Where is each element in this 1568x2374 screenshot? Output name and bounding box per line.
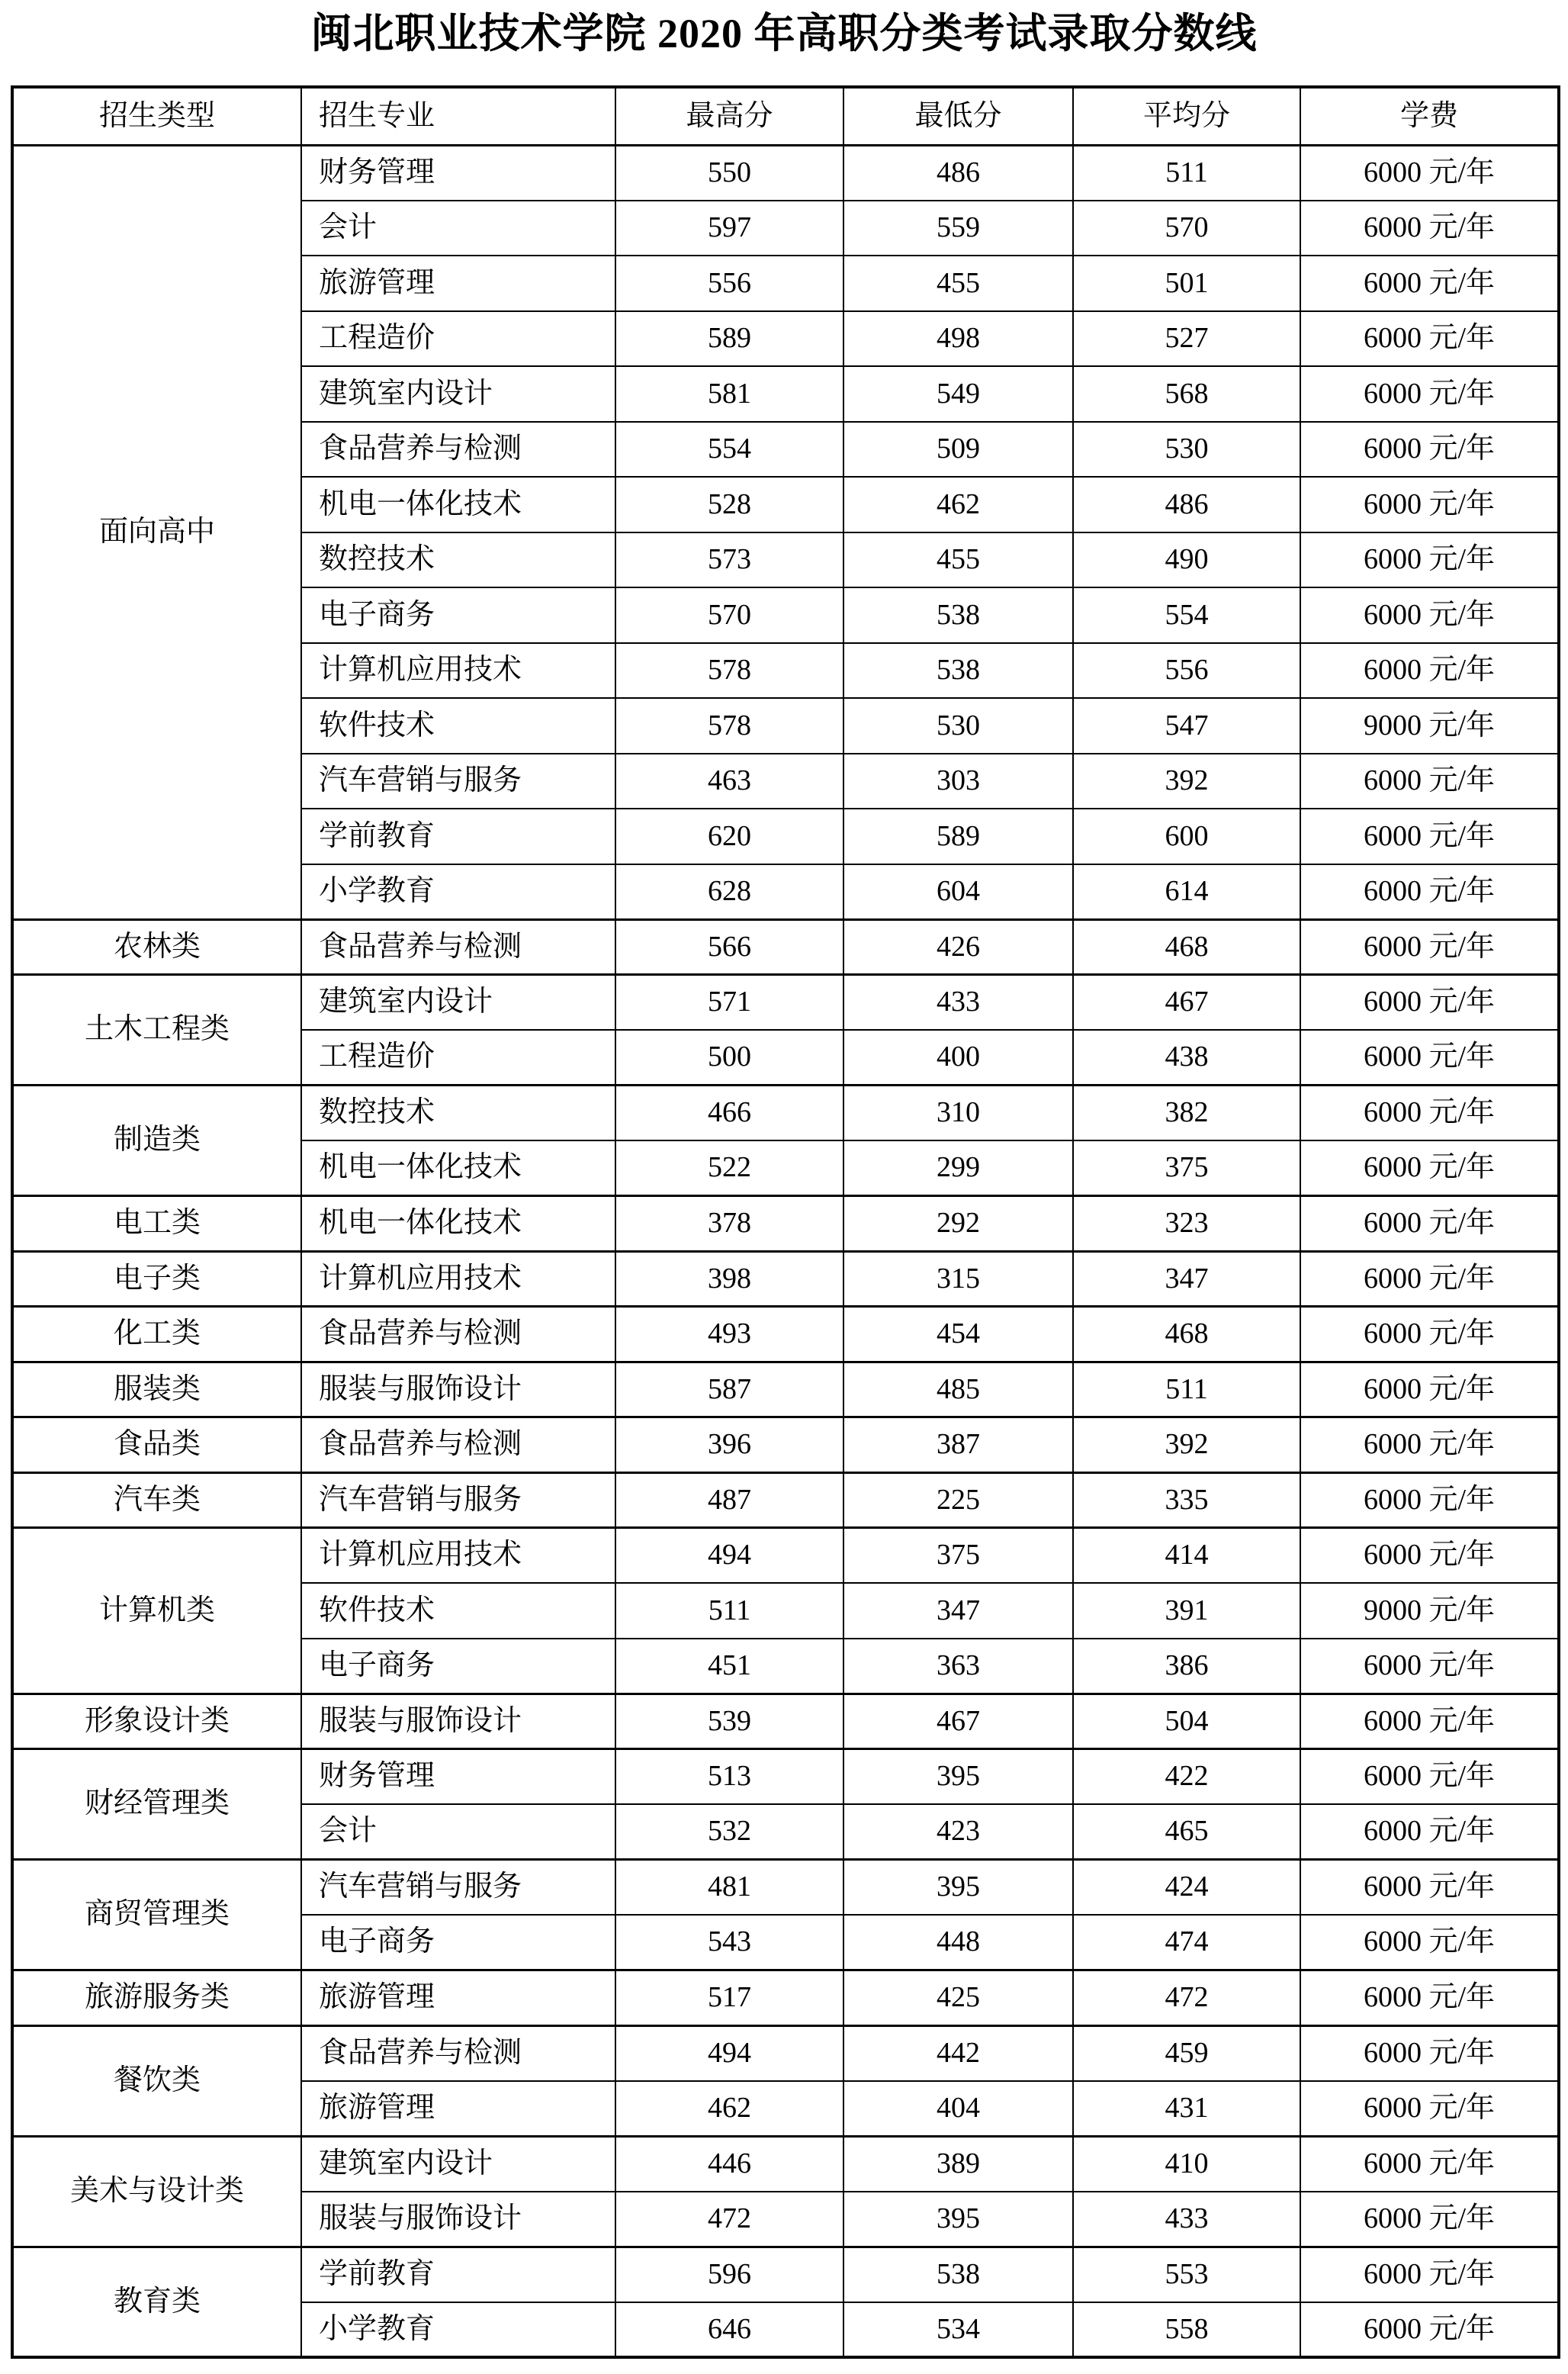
major-cell: 旅游管理 <box>301 1970 615 2026</box>
tuition-cell: 6000 元/年 <box>1300 2247 1559 2302</box>
table-body <box>12 145 1559 2357</box>
category-cell: 服装类 <box>12 1362 301 1417</box>
min-score-cell: 538 <box>843 2247 1073 2302</box>
min-score-cell: 604 <box>843 864 1073 920</box>
major-cell: 旅游管理 <box>301 256 615 311</box>
min-score-cell: 347 <box>843 1583 1073 1639</box>
max-score-cell: 466 <box>615 1086 843 1141</box>
max-score-cell: 550 <box>615 145 843 201</box>
min-score-cell: 363 <box>843 1639 1073 1694</box>
avg-score-cell: 472 <box>1073 1970 1300 2026</box>
avg-score-cell: 490 <box>1073 532 1300 588</box>
table-row <box>12 1307 1559 1362</box>
min-score-cell: 310 <box>843 1086 1073 1141</box>
major-cell: 小学教育 <box>301 864 615 920</box>
avg-score-cell: 570 <box>1073 201 1300 256</box>
tuition-cell: 6000 元/年 <box>1300 864 1559 920</box>
table-row <box>12 1086 1559 1141</box>
column-header-major: 招生专业 <box>301 87 615 145</box>
major-cell: 计算机应用技术 <box>301 1528 615 1584</box>
avg-score-cell: 556 <box>1073 643 1300 699</box>
category-cell: 电工类 <box>12 1196 301 1252</box>
min-score-cell: 426 <box>843 919 1073 975</box>
table-row <box>12 1362 1559 1417</box>
min-score-cell: 299 <box>843 1140 1073 1196</box>
max-score-cell: 556 <box>615 256 843 311</box>
tuition-cell: 6000 元/年 <box>1300 1030 1559 1086</box>
major-cell: 电子商务 <box>301 587 615 643</box>
min-score-cell: 404 <box>843 2081 1073 2137</box>
admission-scores-table <box>11 85 1560 2359</box>
avg-score-cell: 600 <box>1073 809 1300 864</box>
min-score-cell: 395 <box>843 2192 1073 2247</box>
tuition-cell: 6000 元/年 <box>1300 1528 1559 1584</box>
avg-score-cell: 511 <box>1073 1362 1300 1417</box>
avg-score-cell: 323 <box>1073 1196 1300 1252</box>
max-score-cell: 620 <box>615 809 843 864</box>
avg-score-cell: 347 <box>1073 1251 1300 1307</box>
category-cell: 旅游服务类 <box>12 1970 301 2026</box>
tuition-cell: 6000 元/年 <box>1300 1307 1559 1362</box>
max-score-cell: 378 <box>615 1196 843 1252</box>
major-cell: 机电一体化技术 <box>301 1196 615 1252</box>
tuition-cell: 6000 元/年 <box>1300 1804 1559 1860</box>
min-score-cell: 387 <box>843 1417 1073 1473</box>
tuition-cell: 6000 元/年 <box>1300 975 1559 1031</box>
tuition-cell: 6000 元/年 <box>1300 532 1559 588</box>
avg-score-cell: 554 <box>1073 587 1300 643</box>
tuition-cell: 6000 元/年 <box>1300 587 1559 643</box>
max-score-cell: 513 <box>615 1749 843 1805</box>
max-score-cell: 463 <box>615 754 843 809</box>
tuition-cell: 6000 元/年 <box>1300 2081 1559 2137</box>
tuition-cell: 9000 元/年 <box>1300 1583 1559 1639</box>
major-cell: 机电一体化技术 <box>301 477 615 532</box>
tuition-cell: 6000 元/年 <box>1300 477 1559 532</box>
avg-score-cell: 459 <box>1073 2025 1300 2081</box>
max-score-cell: 511 <box>615 1583 843 1639</box>
max-score-cell: 554 <box>615 422 843 478</box>
avg-score-cell: 511 <box>1073 145 1300 201</box>
major-cell: 建筑室内设计 <box>301 366 615 422</box>
min-score-cell: 395 <box>843 1860 1073 1916</box>
tuition-cell: 6000 元/年 <box>1300 1140 1559 1196</box>
category-cell: 形象设计类 <box>12 1694 301 1749</box>
major-cell: 服装与服饰设计 <box>301 1362 615 1417</box>
min-score-cell: 538 <box>843 643 1073 699</box>
max-score-cell: 522 <box>615 1140 843 1196</box>
tuition-cell: 6000 元/年 <box>1300 1251 1559 1307</box>
tuition-cell: 6000 元/年 <box>1300 311 1559 367</box>
major-cell: 工程造价 <box>301 311 615 367</box>
category-cell: 电子类 <box>12 1251 301 1307</box>
major-cell: 食品营养与检测 <box>301 1307 615 1362</box>
major-cell: 学前教育 <box>301 809 615 864</box>
max-score-cell: 451 <box>615 1639 843 1694</box>
major-cell: 财务管理 <box>301 145 615 201</box>
table-row <box>12 1251 1559 1307</box>
tuition-cell: 6000 元/年 <box>1300 754 1559 809</box>
min-score-cell: 485 <box>843 1362 1073 1417</box>
table-row <box>12 975 1559 1031</box>
tuition-cell: 6000 元/年 <box>1300 1749 1559 1805</box>
min-score-cell: 433 <box>843 975 1073 1031</box>
category-cell: 制造类 <box>12 1086 301 1196</box>
avg-score-cell: 474 <box>1073 1915 1300 1970</box>
major-cell: 食品营养与检测 <box>301 422 615 478</box>
avg-score-cell: 558 <box>1073 2302 1300 2358</box>
max-score-cell: 646 <box>615 2302 843 2358</box>
major-cell: 旅游管理 <box>301 2081 615 2137</box>
avg-score-cell: 391 <box>1073 1583 1300 1639</box>
major-cell: 会计 <box>301 1804 615 1860</box>
major-cell: 数控技术 <box>301 532 615 588</box>
category-cell: 美术与设计类 <box>12 2136 301 2247</box>
header-row <box>12 87 1559 145</box>
max-score-cell: 494 <box>615 1528 843 1584</box>
tuition-cell: 6000 元/年 <box>1300 1915 1559 1970</box>
tuition-cell: 6000 元/年 <box>1300 643 1559 699</box>
major-cell: 财务管理 <box>301 1749 615 1805</box>
avg-score-cell: 422 <box>1073 1749 1300 1805</box>
tuition-cell: 6000 元/年 <box>1300 1472 1559 1528</box>
tuition-cell: 6000 元/年 <box>1300 366 1559 422</box>
table-row <box>12 1970 1559 2026</box>
avg-score-cell: 467 <box>1073 975 1300 1031</box>
min-score-cell: 455 <box>843 256 1073 311</box>
category-cell: 商贸管理类 <box>12 1860 301 1970</box>
tuition-cell: 6000 元/年 <box>1300 1970 1559 2026</box>
table-row <box>12 919 1559 975</box>
table-row <box>12 2136 1559 2192</box>
min-score-cell: 400 <box>843 1030 1073 1086</box>
avg-score-cell: 530 <box>1073 422 1300 478</box>
table-row <box>12 1472 1559 1528</box>
table-row <box>12 1196 1559 1252</box>
min-score-cell: 454 <box>843 1307 1073 1362</box>
tuition-cell: 6000 元/年 <box>1300 1417 1559 1473</box>
tuition-cell: 6000 元/年 <box>1300 256 1559 311</box>
min-score-cell: 389 <box>843 2136 1073 2192</box>
min-score-cell: 467 <box>843 1694 1073 1749</box>
table-row <box>12 1749 1559 1805</box>
max-score-cell: 472 <box>615 2192 843 2247</box>
min-score-cell: 448 <box>843 1915 1073 1970</box>
tuition-cell: 6000 元/年 <box>1300 919 1559 975</box>
max-score-cell: 573 <box>615 532 843 588</box>
major-cell: 软件技术 <box>301 698 615 754</box>
avg-score-cell: 410 <box>1073 2136 1300 2192</box>
avg-score-cell: 486 <box>1073 477 1300 532</box>
tuition-cell: 6000 元/年 <box>1300 1694 1559 1749</box>
min-score-cell: 425 <box>843 1970 1073 2026</box>
tuition-cell: 9000 元/年 <box>1300 698 1559 754</box>
table-row <box>12 1694 1559 1749</box>
max-score-cell: 589 <box>615 311 843 367</box>
table-header <box>12 87 1559 145</box>
min-score-cell: 530 <box>843 698 1073 754</box>
avg-score-cell: 527 <box>1073 311 1300 367</box>
max-score-cell: 494 <box>615 2025 843 2081</box>
max-score-cell: 596 <box>615 2247 843 2302</box>
avg-score-cell: 468 <box>1073 1307 1300 1362</box>
avg-score-cell: 431 <box>1073 2081 1300 2137</box>
min-score-cell: 315 <box>843 1251 1073 1307</box>
column-header-avg-score: 平均分 <box>1073 87 1300 145</box>
avg-score-cell: 547 <box>1073 698 1300 754</box>
max-score-cell: 532 <box>615 1804 843 1860</box>
major-cell: 食品营养与检测 <box>301 2025 615 2081</box>
category-cell: 农林类 <box>12 919 301 975</box>
table-row <box>12 1860 1559 1916</box>
max-score-cell: 581 <box>615 366 843 422</box>
min-score-cell: 225 <box>843 1472 1073 1528</box>
tuition-cell: 6000 元/年 <box>1300 2192 1559 2247</box>
min-score-cell: 559 <box>843 201 1073 256</box>
major-cell: 小学教育 <box>301 2302 615 2358</box>
min-score-cell: 509 <box>843 422 1073 478</box>
max-score-cell: 597 <box>615 201 843 256</box>
avg-score-cell: 392 <box>1073 754 1300 809</box>
major-cell: 汽车营销与服务 <box>301 1860 615 1916</box>
major-cell: 工程造价 <box>301 1030 615 1086</box>
avg-score-cell: 433 <box>1073 2192 1300 2247</box>
avg-score-cell: 438 <box>1073 1030 1300 1086</box>
tuition-cell: 6000 元/年 <box>1300 422 1559 478</box>
max-score-cell: 543 <box>615 1915 843 1970</box>
tuition-cell: 6000 元/年 <box>1300 1362 1559 1417</box>
min-score-cell: 486 <box>843 145 1073 201</box>
major-cell: 食品营养与检测 <box>301 1417 615 1473</box>
avg-score-cell: 424 <box>1073 1860 1300 1916</box>
category-cell: 计算机类 <box>12 1528 301 1694</box>
max-score-cell: 398 <box>615 1251 843 1307</box>
category-cell: 餐饮类 <box>12 2025 301 2136</box>
table-row <box>12 2247 1559 2302</box>
max-score-cell: 578 <box>615 643 843 699</box>
major-cell: 学前教育 <box>301 2247 615 2302</box>
table-row <box>12 1528 1559 1584</box>
max-score-cell: 571 <box>615 975 843 1031</box>
tuition-cell: 6000 元/年 <box>1300 1086 1559 1141</box>
max-score-cell: 500 <box>615 1030 843 1086</box>
major-cell: 服装与服饰设计 <box>301 2192 615 2247</box>
table-row <box>12 2025 1559 2081</box>
min-score-cell: 534 <box>843 2302 1073 2358</box>
min-score-cell: 423 <box>843 1804 1073 1860</box>
min-score-cell: 462 <box>843 477 1073 532</box>
min-score-cell: 549 <box>843 366 1073 422</box>
major-cell: 建筑室内设计 <box>301 975 615 1031</box>
category-cell: 财经管理类 <box>12 1749 301 1860</box>
category-cell: 教育类 <box>12 2247 301 2357</box>
major-cell: 电子商务 <box>301 1639 615 1694</box>
max-score-cell: 578 <box>615 698 843 754</box>
tuition-cell: 6000 元/年 <box>1300 1860 1559 1916</box>
tuition-cell: 6000 元/年 <box>1300 809 1559 864</box>
column-header-category: 招生类型 <box>12 87 301 145</box>
max-score-cell: 481 <box>615 1860 843 1916</box>
category-cell: 汽车类 <box>12 1472 301 1528</box>
max-score-cell: 566 <box>615 919 843 975</box>
avg-score-cell: 568 <box>1073 366 1300 422</box>
max-score-cell: 570 <box>615 587 843 643</box>
category-cell: 化工类 <box>12 1307 301 1362</box>
avg-score-cell: 553 <box>1073 2247 1300 2302</box>
major-cell: 计算机应用技术 <box>301 1251 615 1307</box>
major-cell: 会计 <box>301 201 615 256</box>
major-cell: 计算机应用技术 <box>301 643 615 699</box>
avg-score-cell: 501 <box>1073 256 1300 311</box>
avg-score-cell: 614 <box>1073 864 1300 920</box>
column-header-max-score: 最高分 <box>615 87 843 145</box>
major-cell: 食品营养与检测 <box>301 919 615 975</box>
avg-score-cell: 392 <box>1073 1417 1300 1473</box>
min-score-cell: 455 <box>843 532 1073 588</box>
max-score-cell: 587 <box>615 1362 843 1417</box>
avg-score-cell: 414 <box>1073 1528 1300 1584</box>
avg-score-cell: 504 <box>1073 1694 1300 1749</box>
max-score-cell: 517 <box>615 1970 843 2026</box>
avg-score-cell: 465 <box>1073 1804 1300 1860</box>
min-score-cell: 498 <box>843 311 1073 367</box>
major-cell: 服装与服饰设计 <box>301 1694 615 1749</box>
tuition-cell: 6000 元/年 <box>1300 1639 1559 1694</box>
tuition-cell: 6000 元/年 <box>1300 2025 1559 2081</box>
major-cell: 汽车营销与服务 <box>301 1472 615 1528</box>
avg-score-cell: 375 <box>1073 1140 1300 1196</box>
avg-score-cell: 335 <box>1073 1472 1300 1528</box>
column-header-min-score: 最低分 <box>843 87 1073 145</box>
major-cell: 机电一体化技术 <box>301 1140 615 1196</box>
major-cell: 汽车营销与服务 <box>301 754 615 809</box>
major-cell: 建筑室内设计 <box>301 2136 615 2192</box>
max-score-cell: 528 <box>615 477 843 532</box>
category-cell: 面向高中 <box>12 145 301 919</box>
max-score-cell: 493 <box>615 1307 843 1362</box>
category-cell: 土木工程类 <box>12 975 301 1086</box>
tuition-cell: 6000 元/年 <box>1300 201 1559 256</box>
table-row <box>12 1417 1559 1473</box>
category-cell: 食品类 <box>12 1417 301 1473</box>
tuition-cell: 6000 元/年 <box>1300 145 1559 201</box>
max-score-cell: 446 <box>615 2136 843 2192</box>
min-score-cell: 538 <box>843 587 1073 643</box>
avg-score-cell: 382 <box>1073 1086 1300 1141</box>
max-score-cell: 487 <box>615 1472 843 1528</box>
column-header-tuition: 学费 <box>1300 87 1559 145</box>
tuition-cell: 6000 元/年 <box>1300 2302 1559 2358</box>
tuition-cell: 6000 元/年 <box>1300 2136 1559 2192</box>
max-score-cell: 462 <box>615 2081 843 2137</box>
min-score-cell: 292 <box>843 1196 1073 1252</box>
min-score-cell: 395 <box>843 1749 1073 1805</box>
max-score-cell: 396 <box>615 1417 843 1473</box>
min-score-cell: 375 <box>843 1528 1073 1584</box>
max-score-cell: 628 <box>615 864 843 920</box>
min-score-cell: 589 <box>843 809 1073 864</box>
page-title: 闽北职业技术学院 2020 年高职分类考试录取分数线 <box>310 11 1258 56</box>
avg-score-cell: 468 <box>1073 919 1300 975</box>
max-score-cell: 539 <box>615 1694 843 1749</box>
min-score-cell: 303 <box>843 754 1073 809</box>
major-cell: 电子商务 <box>301 1915 615 1970</box>
table-row <box>12 145 1559 201</box>
major-cell: 软件技术 <box>301 1583 615 1639</box>
avg-score-cell: 386 <box>1073 1639 1300 1694</box>
min-score-cell: 442 <box>843 2025 1073 2081</box>
tuition-cell: 6000 元/年 <box>1300 1196 1559 1252</box>
major-cell: 数控技术 <box>301 1086 615 1141</box>
